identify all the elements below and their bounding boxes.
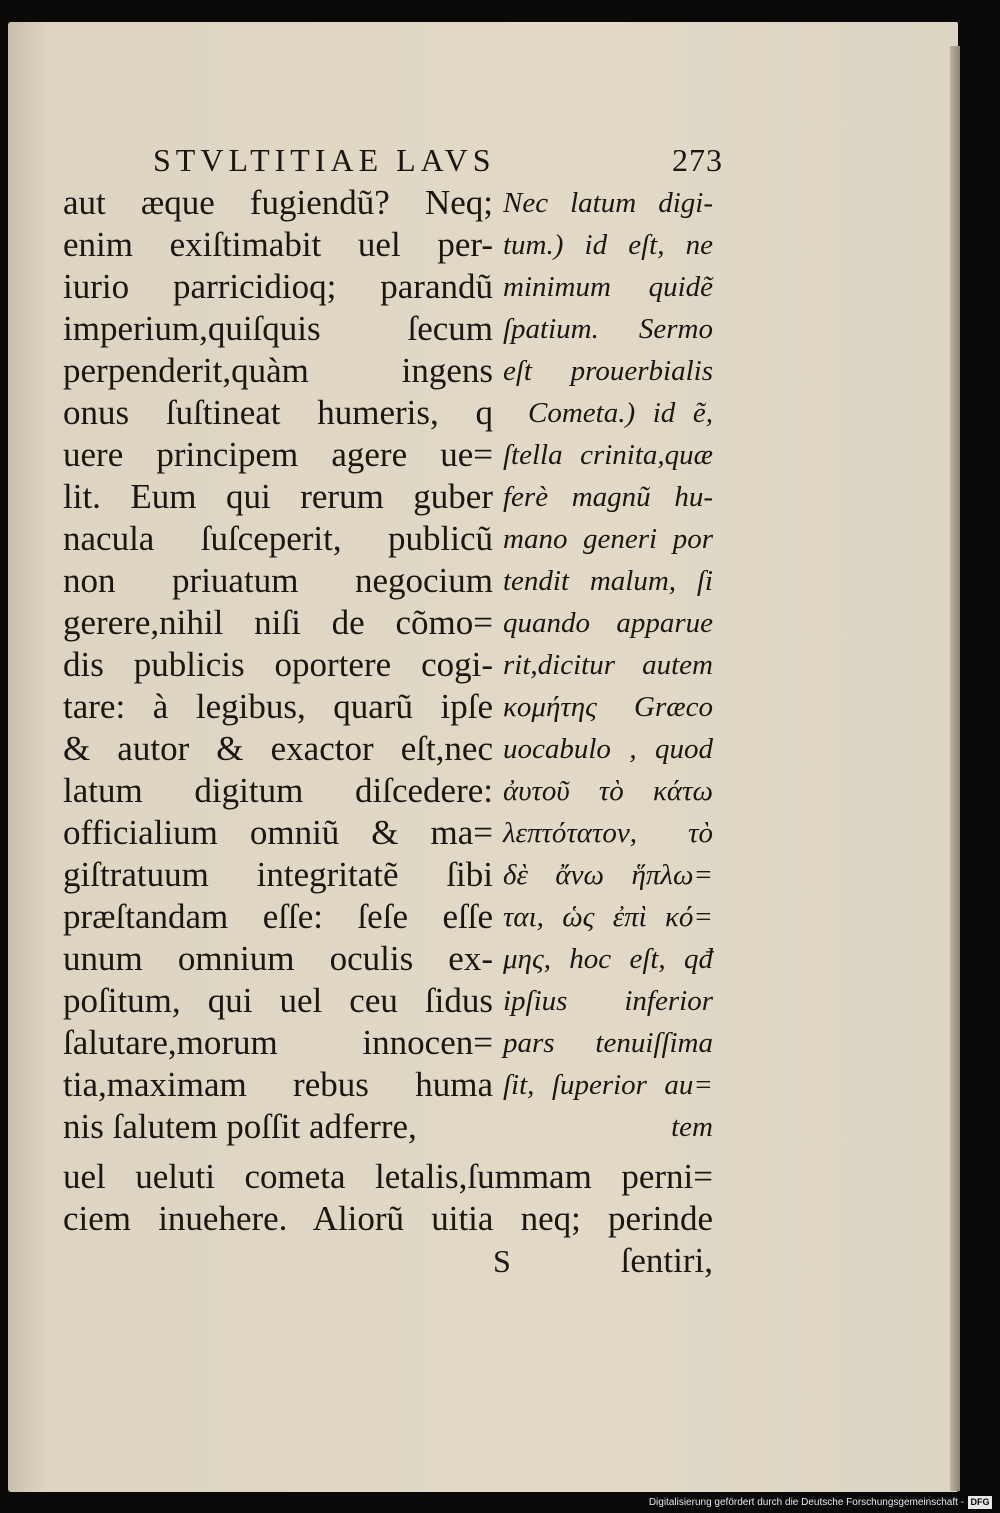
main-text-line: gerere,nihil niſi de cõmo= xyxy=(63,603,493,642)
main-text-line: giſtratuum integritatẽ ſibi xyxy=(63,855,493,894)
main-text-line: non priuatum negocium xyxy=(63,561,493,600)
gloss-line: κομήτης Græco xyxy=(503,691,713,723)
gloss-line: uocabulo , quod xyxy=(503,733,713,765)
digitization-credit: Digitalisierung gefördert durch die Deutsche Forschungsgemeinschaft - xyxy=(648,1497,964,1508)
main-text-column xyxy=(63,182,493,1148)
dfg-logo: DFG xyxy=(968,1496,992,1509)
main-text-line: lit. Eum qui rerum guber xyxy=(63,477,493,516)
signature-mark: S xyxy=(493,1243,511,1279)
main-text-line: imperium,quiſquis ſecum xyxy=(63,309,493,348)
main-text-line: perpenderit,quàm ingens xyxy=(63,351,493,390)
page-edge xyxy=(950,46,960,1491)
gloss-line: tendit malum, ſi xyxy=(503,565,713,597)
main-text-line: aut æque fugiendũ? Neq; xyxy=(63,183,493,222)
main-text-line: unum omnium oculis ex- xyxy=(63,939,493,978)
catch-line xyxy=(63,1240,713,1282)
gloss-line: rit,dicitur autem xyxy=(503,649,713,681)
book-page xyxy=(8,22,958,1492)
gloss-line: Cometa.) id ẽ, xyxy=(528,397,713,429)
gloss-line: pars tenuiſſima xyxy=(503,1027,713,1059)
main-text-line: nis ſalutem poſſit adferre, xyxy=(63,1107,417,1146)
gloss-line: ται, ὡς ἐπὶ κό= xyxy=(503,901,713,933)
main-text-line: tia,maximam rebus huma xyxy=(63,1065,493,1104)
gloss-line: ſtella crinita,quæ xyxy=(503,439,713,471)
main-text-line: iurio parricidioq; parandũ xyxy=(63,267,493,306)
full-text-line: uel ueluti cometa letalis,ſummam perni= xyxy=(63,1157,713,1196)
marginal-gloss-column xyxy=(503,182,713,1148)
catchword: ſentiri, xyxy=(620,1241,713,1280)
main-text-line: onus ſuſtineat humeris, q xyxy=(63,393,493,432)
gloss-line: ſpatium. Sermo xyxy=(503,313,713,345)
gloss-line: ἀυτοῦ τὸ κάτω xyxy=(503,775,713,807)
gloss-line: mano generi por xyxy=(503,523,713,555)
gloss-line: δὲ ἄνω ἥπλω= xyxy=(503,859,713,891)
gloss-line: tum.) id eſt, ne xyxy=(503,229,713,261)
gloss-line: λεπτότατον, τὸ xyxy=(503,817,713,849)
main-text-line: enim exiſtimabit uel per- xyxy=(63,225,493,264)
main-text-line: uere principem agere ue= xyxy=(63,435,493,474)
main-text-line: poſitum, qui uel ceu ſidus xyxy=(63,981,493,1020)
gloss-line: ipſius inferior xyxy=(503,985,713,1017)
running-header xyxy=(153,142,723,182)
main-text-line: & autor & exactor eſt,nec xyxy=(63,729,493,768)
main-text-line: ſalutare,morum innocen= xyxy=(63,1023,493,1062)
main-text-line: nacula ſuſceperit, publicũ xyxy=(63,519,493,558)
gloss-line: ſit, ſuperior au= xyxy=(503,1069,713,1101)
gloss-line: eſt prouerbialis xyxy=(503,355,713,387)
gloss-line: Nec latum digi- xyxy=(503,187,713,219)
gloss-line: ferè magnũ hu- xyxy=(503,481,713,513)
gloss-line: quando apparue xyxy=(503,607,713,639)
gloss-line: μης, hoc eſt, qđ xyxy=(503,943,713,975)
full-text-line: ciem inuehere. Aliorũ uitia neq; perinde xyxy=(63,1199,713,1238)
main-text-line: dis publicis oportere cogi- xyxy=(63,645,493,684)
main-text-line: officialium omniũ & ma= xyxy=(63,813,493,852)
main-text-line: latum digitum diſcedere: xyxy=(63,771,493,810)
gloss-line: tem xyxy=(671,1111,713,1143)
full-width-text xyxy=(63,1156,713,1240)
folio-number: 273 xyxy=(672,142,723,178)
running-title: STVLTITIAE LAVS xyxy=(153,142,496,178)
main-text-line: præſtandam eſſe: ſeſe eſſe xyxy=(63,897,493,936)
gloss-line: minimum quidẽ xyxy=(503,271,713,303)
main-text-line: tare: à legibus, quarũ ipſe xyxy=(63,687,493,726)
